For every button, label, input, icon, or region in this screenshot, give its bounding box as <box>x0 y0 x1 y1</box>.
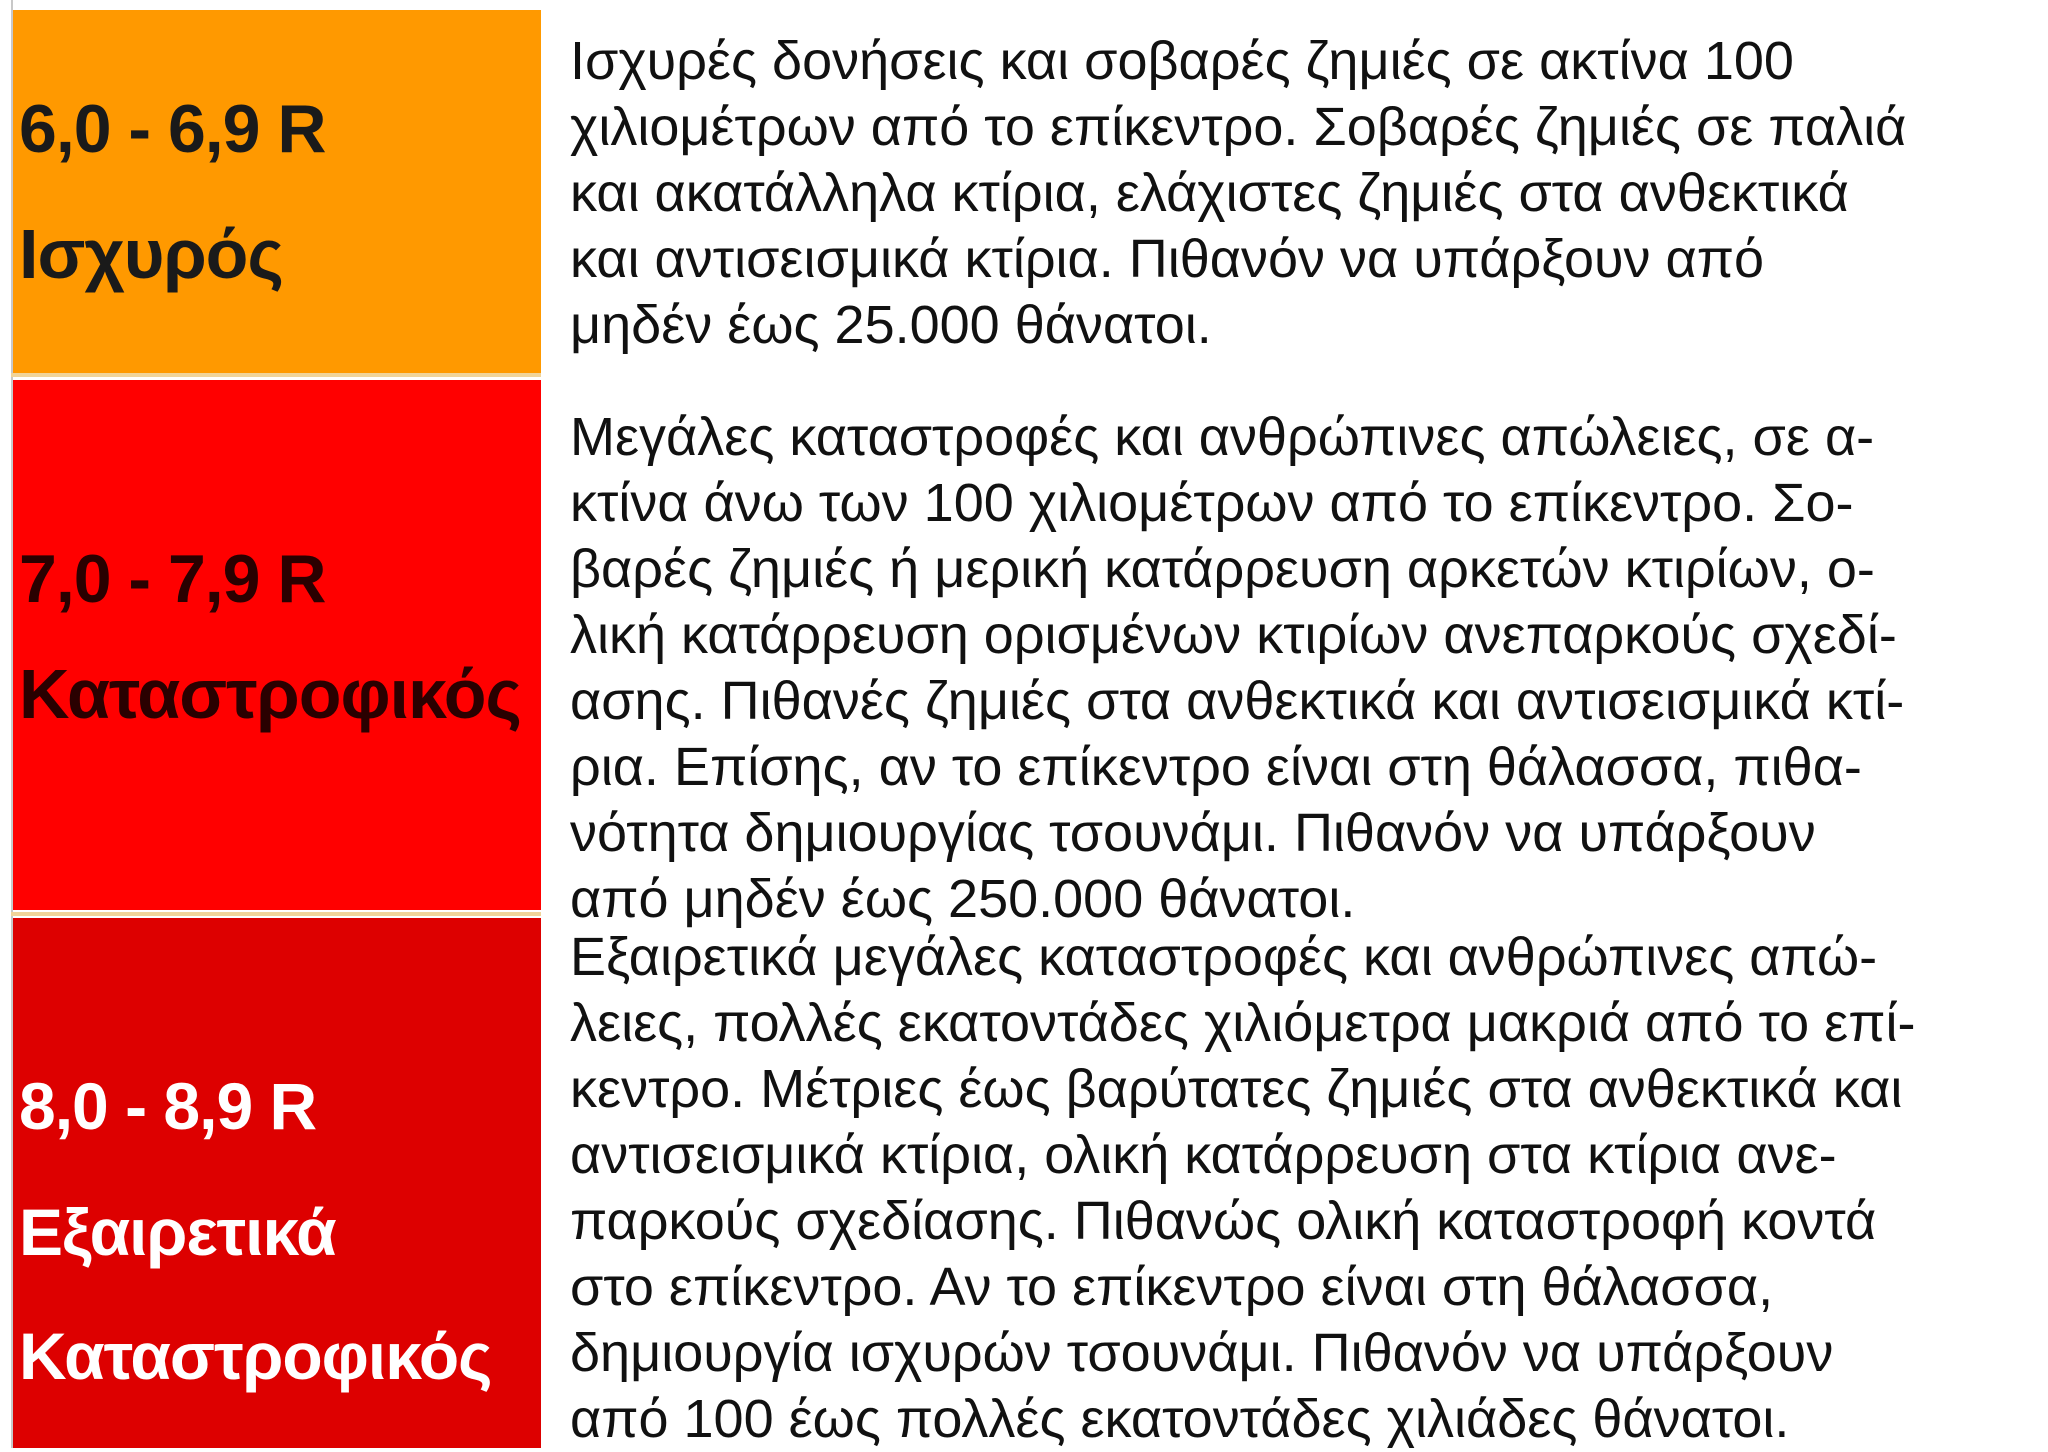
magnitude-range: 7,0 - 7,9 R <box>19 541 326 617</box>
description-line: λική κατάρρευση ορισμένων κτιρίων ανεπαρκούς σχεδί- <box>570 605 1897 665</box>
description-line: και ακατάλληλα κτίρια, ελάχιστες ζημιές στα ανθεκτικά <box>570 163 1849 223</box>
description-line: κτίνα άνω των 100 χιλιομέτρων από το επίκεντρο. Σο- <box>570 473 1854 533</box>
magnitude-cell-strong <box>13 10 541 373</box>
magnitude-label: Εξαιρετικά <box>19 1195 336 1269</box>
magnitude-label: Καταστροφικός <box>19 655 521 733</box>
description-line: λειες, πολλές εκατοντάδες χιλιόμετρα μακριά από το επί- <box>570 993 1916 1053</box>
description-line: ρια. Επίσης, αν το επίκεντρο είναι στη θάλασσα, πιθα- <box>570 737 1862 797</box>
magnitude-label: Καταστροφικός <box>19 1319 492 1393</box>
magnitude-range: 6,0 - 6,9 R <box>19 91 326 167</box>
description-line: νότητα δημιουργίας τσουνάμι. Πιθανόν να υπάρξουν <box>570 803 1816 863</box>
description-line: αντισεισμικά κτίρια, ολική κατάρρευση στα κτίρια ανε- <box>570 1125 1837 1185</box>
description-line: ασης. Πιθανές ζημιές στα ανθεκτικά και αντισεισμικά κτί- <box>570 671 1905 731</box>
description-line: δημιουργία ισχυρών τσουνάμι. Πιθανόν να υπάρξουν <box>570 1323 1834 1383</box>
table-row-catastrophic <box>0 376 2048 929</box>
magnitude-label: Ισχυρός <box>19 215 283 293</box>
table-row-exceptionally-catastrophic <box>0 914 2048 1448</box>
description-line: κεντρο. Μέτριες έως βαρύτατες ζημιές στα ανθεκτικά και <box>570 1059 1903 1119</box>
description-line: παρκούς σχεδίασης. Πιθανώς ολική καταστροφή κοντά <box>570 1191 1877 1251</box>
table-row-strong <box>0 0 2048 376</box>
magnitude-range: 8,0 - 8,9 R <box>19 1069 317 1143</box>
description-line: από μηδέν έως 250.000 θάνατοι. <box>570 869 1356 929</box>
magnitude-cell-catastrophic <box>13 380 541 910</box>
magnitude-description <box>570 28 2040 358</box>
description-line: Ισχυρές δονήσεις και σοβαρές ζημιές σε ακτίνα 100 <box>570 31 1794 91</box>
description-line: Εξαιρετικά μεγάλες καταστροφές και ανθρώπινες απώ- <box>570 927 1878 987</box>
description-line: και αντισεισμικά κτίρια. Πιθανόν να υπάρξουν από <box>570 229 1765 289</box>
description-line: Μεγάλες καταστροφές και ανθρώπινες απώλειες, σε α- <box>570 407 1875 467</box>
description-line: από 100 έως πολλές εκατοντάδες χιλιάδες θάνατοι. <box>570 1389 1790 1449</box>
magnitude-description <box>570 404 2040 932</box>
description-line: χιλιομέτρων από το επίκεντρο. Σοβαρές ζημιές σε παλιά <box>570 97 1907 157</box>
magnitude-cell-exceptionally-catastrophic <box>13 918 541 1448</box>
description-line: μηδέν έως 25.000 θάνατοι. <box>570 295 1212 355</box>
magnitude-description <box>570 924 2040 1452</box>
description-line: βαρές ζημιές ή μερική κατάρρευση αρκετών κτιρίων, ο- <box>570 539 1875 599</box>
description-line: στο επίκεντρο. Αν το επίκεντρο είναι στη θάλασσα, <box>570 1257 1774 1317</box>
